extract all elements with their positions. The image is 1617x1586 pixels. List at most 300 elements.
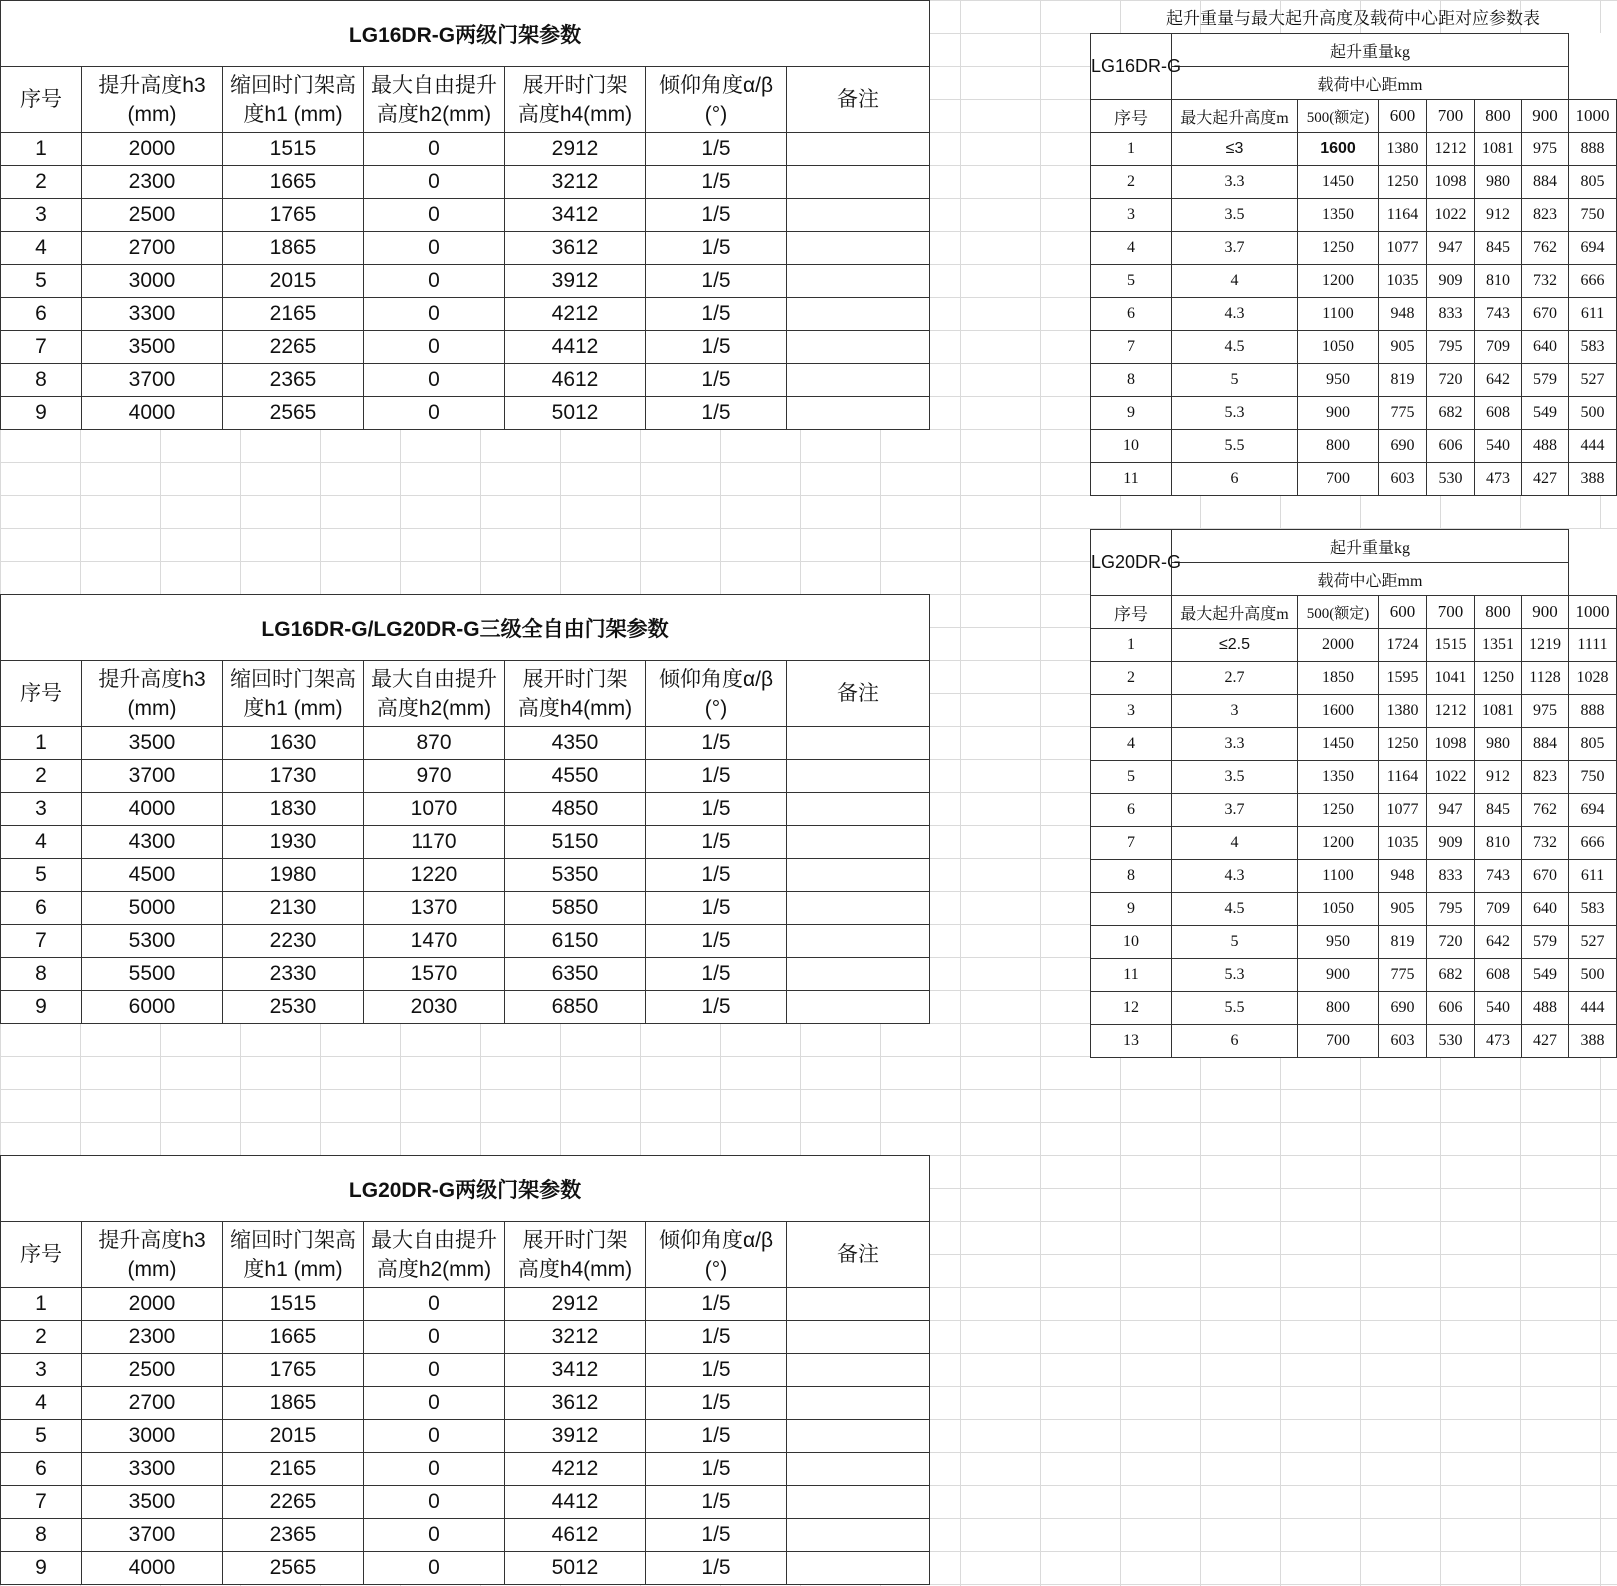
table-cell: 1470 — [364, 925, 505, 958]
table-cell: 3212 — [505, 1321, 646, 1354]
table-cell: 975 — [1522, 133, 1569, 166]
table-cell — [787, 133, 930, 166]
table-cell: 2000 — [82, 1288, 223, 1321]
table-cell: 579 — [1522, 364, 1569, 397]
table-cell: 709 — [1475, 893, 1522, 926]
table-cell: 950 — [1298, 926, 1379, 959]
table-cell — [787, 1420, 930, 1453]
table-cell: 3912 — [505, 1420, 646, 1453]
table-cell — [787, 364, 930, 397]
table-cell: 1250 — [1298, 232, 1379, 265]
table-cell: 608 — [1475, 959, 1522, 992]
table-cell: 4000 — [82, 1552, 223, 1585]
table-cell: 540 — [1475, 430, 1522, 463]
table-row — [1091, 893, 1617, 926]
table-row — [1091, 959, 1617, 992]
table-cell: 2165 — [223, 298, 364, 331]
column-header: 序号 — [1, 67, 82, 133]
table-cell: 845 — [1475, 232, 1522, 265]
table-row — [1, 925, 930, 958]
table-cell: 427 — [1522, 463, 1569, 496]
column-header: 提升高度h3 (mm) — [82, 661, 223, 727]
table-cell: 4612 — [505, 1519, 646, 1552]
table-cell: 1865 — [223, 1387, 364, 1420]
table-cell: 6 — [1, 1453, 82, 1486]
table-cell: 6150 — [505, 925, 646, 958]
table-cell: 775 — [1379, 397, 1427, 430]
table-cell: 5 — [1091, 265, 1172, 298]
column-header: 展开时门架 高度h4(mm) — [505, 661, 646, 727]
table-cell — [787, 925, 930, 958]
column-header: 500(额定) — [1298, 596, 1379, 629]
table-cell: 6 — [1, 298, 82, 331]
table-cell: 0 — [364, 397, 505, 430]
column-header: 600 — [1379, 596, 1427, 629]
mast-table-three-stage-full-free — [0, 594, 930, 1024]
table-cell: 388 — [1569, 463, 1617, 496]
table-cell: 1098 — [1427, 728, 1475, 761]
table-cell: 1515 — [223, 1288, 364, 1321]
table-row — [1, 1552, 930, 1585]
table-cell: 1380 — [1379, 133, 1427, 166]
table-cell — [787, 1387, 930, 1420]
column-header-row — [1091, 100, 1617, 133]
table-row — [1091, 166, 1617, 199]
table-cell: 1050 — [1298, 893, 1379, 926]
column-header: 提升高度h3 (mm) — [82, 67, 223, 133]
table-cell: 3412 — [505, 1354, 646, 1387]
table-row — [1091, 761, 1617, 794]
column-header: 缩回时门架高 度h1 (mm) — [223, 67, 364, 133]
capacity-tables-title: 起升重量与最大起升高度及载荷中心距对应参数表 — [1166, 9, 1540, 28]
table-cell: 1665 — [223, 166, 364, 199]
table-cell: 1077 — [1379, 232, 1427, 265]
table-cell — [787, 298, 930, 331]
table-cell: 1/5 — [646, 1354, 787, 1387]
table-cell: 694 — [1569, 232, 1617, 265]
table-cell: 1/5 — [646, 199, 787, 232]
table-cell: 5000 — [82, 892, 223, 925]
table-cell: 2330 — [223, 958, 364, 991]
table-cell: 1100 — [1298, 298, 1379, 331]
table-cell: 1351 — [1475, 629, 1522, 662]
column-header: 1000 — [1569, 100, 1617, 133]
table-cell: 0 — [364, 1321, 505, 1354]
table-cell: 2 — [1, 166, 82, 199]
table-cell: ≤3 — [1172, 133, 1298, 166]
table-cell: 500 — [1569, 959, 1617, 992]
table-cell: 950 — [1298, 364, 1379, 397]
table-cell: 2700 — [82, 1387, 223, 1420]
table-row — [1, 793, 930, 826]
table-cell: 6 — [1, 892, 82, 925]
table-cell: 579 — [1522, 926, 1569, 959]
table-cell: 2365 — [223, 364, 364, 397]
column-header: 800 — [1475, 100, 1522, 133]
table-row — [1, 331, 930, 364]
table-cell: 2500 — [82, 1354, 223, 1387]
table-cell: 11 — [1091, 959, 1172, 992]
capacity-table-lg20dr-g — [1090, 529, 1617, 1058]
table-cell: 0 — [364, 1486, 505, 1519]
table-cell: 800 — [1298, 992, 1379, 1025]
table-cell: 427 — [1522, 1025, 1569, 1058]
table-row — [1091, 364, 1617, 397]
column-header: 展开时门架 高度h4(mm) — [505, 1222, 646, 1288]
table-cell: 1/5 — [646, 1321, 787, 1354]
table-cell: 0 — [364, 1519, 505, 1552]
table-cell: 795 — [1427, 893, 1475, 926]
table-cell: 0 — [364, 166, 505, 199]
table-cell: 4.3 — [1172, 298, 1298, 331]
table-cell: 540 — [1475, 992, 1522, 1025]
table-cell: 2912 — [505, 133, 646, 166]
table-cell: 6850 — [505, 991, 646, 1024]
column-header: 最大起升高度m — [1172, 596, 1298, 629]
table-cell: 700 — [1298, 1025, 1379, 1058]
table-row — [1091, 662, 1617, 695]
table-row — [1091, 827, 1617, 860]
table-cell: 1515 — [223, 133, 364, 166]
table-row — [1, 958, 930, 991]
lift-weight-label: 起升重量kg — [1172, 530, 1569, 563]
column-header: 倾仰角度α/β (°) — [646, 67, 787, 133]
column-header: 展开时门架 高度h4(mm) — [505, 67, 646, 133]
table-cell: 2530 — [223, 991, 364, 1024]
table-cell: 1220 — [364, 859, 505, 892]
table-cell: 5 — [1, 265, 82, 298]
table-row — [1, 133, 930, 166]
table-cell: 2700 — [82, 232, 223, 265]
table-cell: 905 — [1379, 893, 1427, 926]
column-header: 700 — [1427, 100, 1475, 133]
table-cell: 5850 — [505, 892, 646, 925]
table-cell — [787, 958, 930, 991]
table-cell: 1 — [1091, 629, 1172, 662]
table-cell: 3700 — [82, 1519, 223, 1552]
table-cell: 9 — [1, 1552, 82, 1585]
table-row — [1091, 463, 1617, 496]
table-cell: 947 — [1427, 232, 1475, 265]
table-cell: 750 — [1569, 761, 1617, 794]
table-cell: 3.7 — [1172, 232, 1298, 265]
table-cell: 1170 — [364, 826, 505, 859]
table-cell: 3.5 — [1172, 199, 1298, 232]
table-cell: 1/5 — [646, 925, 787, 958]
table-cell: 833 — [1427, 298, 1475, 331]
table-cell: 2365 — [223, 1519, 364, 1552]
table-cell: 3500 — [82, 1486, 223, 1519]
table-cell: 388 — [1569, 1025, 1617, 1058]
table-cell: 1035 — [1379, 827, 1427, 860]
table-row — [1, 859, 930, 892]
table-cell: 3000 — [82, 265, 223, 298]
table-cell: 4412 — [505, 331, 646, 364]
table-cell: 1164 — [1379, 761, 1427, 794]
table-row — [1091, 397, 1617, 430]
table-cell: 549 — [1522, 959, 1569, 992]
table-cell: 1041 — [1427, 662, 1475, 695]
table-row — [1091, 331, 1617, 364]
table-cell: 3000 — [82, 1420, 223, 1453]
table-cell: 690 — [1379, 992, 1427, 1025]
table-cell: 5.5 — [1172, 430, 1298, 463]
table-cell: 3.3 — [1172, 728, 1298, 761]
table-row — [1091, 133, 1617, 166]
load-center-label: 载荷中心距mm — [1172, 67, 1569, 100]
table-cell: 12 — [1091, 992, 1172, 1025]
table-cell: 6 — [1172, 463, 1298, 496]
table-cell: 1595 — [1379, 662, 1427, 695]
table-cell: 800 — [1298, 430, 1379, 463]
table-cell: 0 — [364, 1354, 505, 1387]
table-cell: 1/5 — [646, 892, 787, 925]
table-cell — [787, 199, 930, 232]
table-row — [1, 892, 930, 925]
table-cell: 3300 — [82, 1453, 223, 1486]
table-cell: 948 — [1379, 860, 1427, 893]
table-cell: 2265 — [223, 331, 364, 364]
column-header: 提升高度h3 (mm) — [82, 1222, 223, 1288]
table-cell: 2565 — [223, 1552, 364, 1585]
table-row — [1091, 298, 1617, 331]
table-cell: 488 — [1522, 992, 1569, 1025]
table-cell: 888 — [1569, 133, 1617, 166]
table-row — [1, 1420, 930, 1453]
table-cell: 4850 — [505, 793, 646, 826]
table-row — [1, 1486, 930, 1519]
table-cell: 4 — [1091, 232, 1172, 265]
table-cell: 1081 — [1475, 133, 1522, 166]
table-cell: 1022 — [1427, 199, 1475, 232]
table-cell: 6 — [1172, 1025, 1298, 1058]
table-cell: 732 — [1522, 827, 1569, 860]
table-cell: 0 — [364, 1288, 505, 1321]
table-cell — [787, 760, 930, 793]
table-cell: 3412 — [505, 199, 646, 232]
table-title: LG16DR-G/LG20DR-G三级全自由门架参数 — [1, 595, 930, 661]
table-cell: 1/5 — [646, 1486, 787, 1519]
table-cell: 4000 — [82, 397, 223, 430]
table-row — [1, 1453, 930, 1486]
table-row — [1, 364, 930, 397]
table-cell: 1077 — [1379, 794, 1427, 827]
table-cell: 3 — [1, 199, 82, 232]
table-cell: 1980 — [223, 859, 364, 892]
table-cell: 3700 — [82, 760, 223, 793]
table-cell: 732 — [1522, 265, 1569, 298]
table-cell: 2 — [1, 760, 82, 793]
table-cell: 1570 — [364, 958, 505, 991]
table-cell: 9 — [1091, 893, 1172, 926]
table-cell: 819 — [1379, 364, 1427, 397]
load-center-label: 载荷中心距mm — [1172, 563, 1569, 596]
table-cell: 845 — [1475, 794, 1522, 827]
table-cell: 640 — [1522, 893, 1569, 926]
table-cell: 2030 — [364, 991, 505, 1024]
table-cell: 4550 — [505, 760, 646, 793]
table-cell: 690 — [1379, 430, 1427, 463]
table-cell — [787, 793, 930, 826]
table-cell: 3500 — [82, 727, 223, 760]
table-cell: 1250 — [1475, 662, 1522, 695]
table-cell: 5150 — [505, 826, 646, 859]
table-cell: 1219 — [1522, 629, 1569, 662]
table-cell: 1765 — [223, 1354, 364, 1387]
table-cell: 611 — [1569, 298, 1617, 331]
table-cell: 500 — [1569, 397, 1617, 430]
table-cell: 4 — [1172, 265, 1298, 298]
table-cell: 1/5 — [646, 166, 787, 199]
table-cell: 9 — [1, 991, 82, 1024]
table-row — [1, 1288, 930, 1321]
table-cell: 1600 — [1298, 133, 1379, 166]
table-cell: 1724 — [1379, 629, 1427, 662]
table-cell: 700 — [1298, 463, 1379, 496]
table-cell — [787, 1288, 930, 1321]
table-title: LG20DR-G两级门架参数 — [1, 1156, 930, 1222]
table-cell: 805 — [1569, 166, 1617, 199]
table-cell: 666 — [1569, 265, 1617, 298]
table-cell: 6350 — [505, 958, 646, 991]
table-cell — [787, 991, 930, 1024]
table-cell: 1022 — [1427, 761, 1475, 794]
table-cell: 810 — [1475, 827, 1522, 860]
table-row — [1, 199, 930, 232]
table-cell — [787, 1486, 930, 1519]
table-cell: 1450 — [1298, 166, 1379, 199]
table-row — [1, 727, 930, 760]
table-cell: 1/5 — [646, 826, 787, 859]
table-cell: 5 — [1, 1420, 82, 1453]
table-cell: 1/5 — [646, 991, 787, 1024]
table-cell: 444 — [1569, 430, 1617, 463]
table-cell: 5 — [1172, 926, 1298, 959]
table-cell: 5.3 — [1172, 959, 1298, 992]
table-cell: 1164 — [1379, 199, 1427, 232]
column-header: 最大自由提升 高度h2(mm) — [364, 67, 505, 133]
table-row — [1, 760, 930, 793]
table-cell: 1081 — [1475, 695, 1522, 728]
column-header: 备注 — [787, 67, 930, 133]
table-cell: 7 — [1, 1486, 82, 1519]
table-cell: 3 — [1, 793, 82, 826]
table-cell: 909 — [1427, 265, 1475, 298]
table-cell: 0 — [364, 1420, 505, 1453]
table-cell: 975 — [1522, 695, 1569, 728]
table-cell: 905 — [1379, 331, 1427, 364]
table-cell — [787, 859, 930, 892]
table-cell: 1/5 — [646, 793, 787, 826]
table-row — [1, 1387, 930, 1420]
table-cell: 0 — [364, 1387, 505, 1420]
table-cell: 4500 — [82, 859, 223, 892]
column-header: 序号 — [1, 1222, 82, 1288]
table-cell: 1630 — [223, 727, 364, 760]
table-cell: 10 — [1091, 430, 1172, 463]
table-cell: 1128 — [1522, 662, 1569, 695]
mast-table-lg20dr-g-two-stage — [0, 1155, 930, 1585]
table-row — [1, 298, 930, 331]
table-row — [1, 1321, 930, 1354]
table-cell: 823 — [1522, 199, 1569, 232]
table-cell: 642 — [1475, 926, 1522, 959]
table-cell: 1250 — [1298, 794, 1379, 827]
table-cell: 670 — [1522, 298, 1569, 331]
table-cell: 1050 — [1298, 331, 1379, 364]
capacity-table-lg16dr-g — [1090, 33, 1617, 496]
table-cell: 1028 — [1569, 662, 1617, 695]
table-row — [1, 166, 930, 199]
table-row — [1, 265, 930, 298]
table-cell: 1035 — [1379, 265, 1427, 298]
table-cell: 810 — [1475, 265, 1522, 298]
table-cell: 2300 — [82, 166, 223, 199]
table-cell: 7 — [1091, 331, 1172, 364]
table-cell: 1380 — [1379, 695, 1427, 728]
table-cell: 640 — [1522, 331, 1569, 364]
table-cell: 682 — [1427, 959, 1475, 992]
column-header: 600 — [1379, 100, 1427, 133]
table-cell: 682 — [1427, 397, 1475, 430]
table-cell: 2500 — [82, 199, 223, 232]
table-cell: 1350 — [1298, 761, 1379, 794]
table-cell: 1930 — [223, 826, 364, 859]
table-cell: 0 — [364, 199, 505, 232]
column-header: 最大自由提升 高度h2(mm) — [364, 661, 505, 727]
column-header: 倾仰角度α/β (°) — [646, 661, 787, 727]
table-cell: 1 — [1, 1288, 82, 1321]
table-cell: 1765 — [223, 199, 364, 232]
table-cell: 1/5 — [646, 1552, 787, 1585]
table-cell: 2000 — [82, 133, 223, 166]
table-cell: 1/5 — [646, 1519, 787, 1552]
table-cell: 5.5 — [1172, 992, 1298, 1025]
header-row — [1, 1222, 930, 1288]
table-row — [1091, 926, 1617, 959]
table-cell: 4212 — [505, 1453, 646, 1486]
table-cell: 884 — [1522, 166, 1569, 199]
column-header: 缩回时门架高 度h1 (mm) — [223, 661, 364, 727]
table-title: LG16DR-G两级门架参数 — [1, 1, 930, 67]
table-cell: 5500 — [82, 958, 223, 991]
table-row — [1091, 430, 1617, 463]
table-cell — [787, 892, 930, 925]
table-cell: 1/5 — [646, 958, 787, 991]
table-cell: 488 — [1522, 430, 1569, 463]
table-cell: 3300 — [82, 298, 223, 331]
table-cell: 4000 — [82, 793, 223, 826]
table-cell: 4 — [1091, 728, 1172, 761]
table-cell: 1730 — [223, 760, 364, 793]
table-cell — [787, 265, 930, 298]
table-cell: 3 — [1, 1354, 82, 1387]
table-cell: 473 — [1475, 1025, 1522, 1058]
table-cell: 1350 — [1298, 199, 1379, 232]
header-row — [1, 661, 930, 727]
table-cell: 8 — [1, 1519, 82, 1552]
table-cell: 1200 — [1298, 827, 1379, 860]
table-row — [1, 397, 930, 430]
table-row — [1091, 992, 1617, 1025]
table-cell: 1/5 — [646, 265, 787, 298]
table-cell: 1212 — [1427, 133, 1475, 166]
table-cell: 1370 — [364, 892, 505, 925]
table-cell — [787, 1354, 930, 1387]
table-row — [1, 991, 930, 1024]
table-cell: 1/5 — [646, 1387, 787, 1420]
column-header: 备注 — [787, 661, 930, 727]
